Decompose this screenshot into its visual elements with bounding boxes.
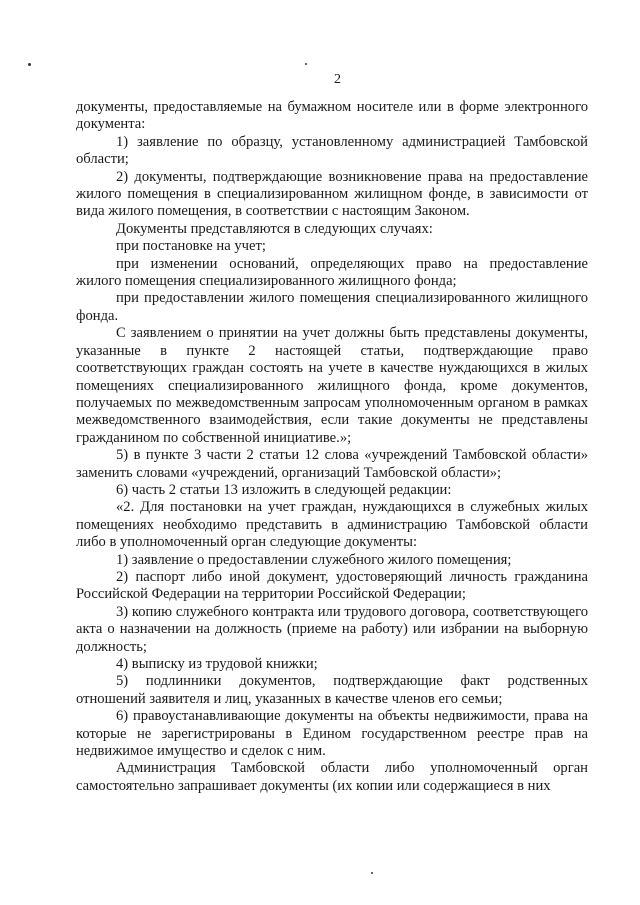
paragraph-1: документы, предоставляемые на бумажном носителе или в форме электронного документа: bbox=[76, 99, 588, 133]
scan-speck bbox=[371, 872, 373, 874]
paragraph-14: 3) копию служебного контракта или трудового договора, соответствующего акта о назначении на должность (приеме на работу) или избрании на выборную должность; bbox=[76, 603, 588, 655]
paragraph-17: 6) правоустанавливающие документы на объекты недвижимости, права на которые не зарегистрированы в Едином государственном реестре прав на недвижимое имущество и сделок с ним. bbox=[76, 708, 588, 760]
paragraph-11: «2. Для постановки на учет граждан, нуждающихся в служебных жилых помещениях необходимо представить в администрацию Тамбовской области либо в уполномоченный орган следующие документы: bbox=[76, 499, 588, 551]
paragraph-3: 2) документы, подтверждающие возникновение права на предоставление жилого помещения в специализированном жилищном фонде, в зависимости от вида жилого помещения, в соответствии с настоящим Законом. bbox=[76, 168, 588, 220]
paragraph-6: при изменении оснований, определяющих право на предоставление жилого помещения специализированного жилищного фонда; bbox=[76, 255, 588, 290]
paragraph-8: С заявлением о принятии на учет должны быть представлены документы, указанные в пункте 2 настоящей статьи, подтверждающие право соответствующих граждан состоять на учете в качестве нуждающихся в жилых помещениях специализированного жилищного фонда, кроме документов, получаемых по межведомственным запросам уполномоченным органом в рамках межведомственного взаимодействия, если такие документы не представлены гражданином по собственной инициативе.»; bbox=[76, 325, 588, 446]
paragraph-18: Администрация Тамбовской области либо уполномоченный орган самостоятельно запрашивает документы (их копии или содержащиеся в них bbox=[76, 760, 588, 794]
paragraph-10: 6) часть 2 статьи 13 изложить в следующей редакции: bbox=[116, 481, 452, 498]
scan-speck bbox=[305, 63, 307, 65]
document-body bbox=[76, 99, 588, 795]
paragraph-15: 4) выписку из трудовой книжки; bbox=[116, 656, 318, 672]
scan-speck bbox=[28, 63, 31, 66]
paragraph-16: 5) подлинники документов, подтверждающие факт родственных отношений заявителя и лиц, указанных в качестве членов его семьи; bbox=[76, 673, 588, 707]
paragraph-2: 1) заявление по образцу, установленному администрацией Тамбовской области; bbox=[76, 133, 588, 168]
paragraph-5: при постановке на учет; bbox=[116, 238, 266, 255]
paragraph-9: 5) в пункте 3 части 2 статьи 12 слова «учреждений Тамбовской области» заменить словами «учреждений, организаций Тамбовской области»; bbox=[76, 447, 588, 481]
paragraph-4: Документы представляются в следующих случаях: bbox=[116, 220, 433, 237]
paragraph-7: при предоставлении жилого помещения специализированного жилищного фонда. bbox=[76, 290, 588, 324]
paragraph-13: 2) паспорт либо иной документ, удостоверяющий личность гражданина Российской Федерации на территории Российской Федерации; bbox=[76, 568, 588, 603]
paragraph-12: 1) заявление о предоставлении служебного жилого помещения; bbox=[116, 551, 512, 568]
page-number: 2 bbox=[334, 72, 341, 87]
